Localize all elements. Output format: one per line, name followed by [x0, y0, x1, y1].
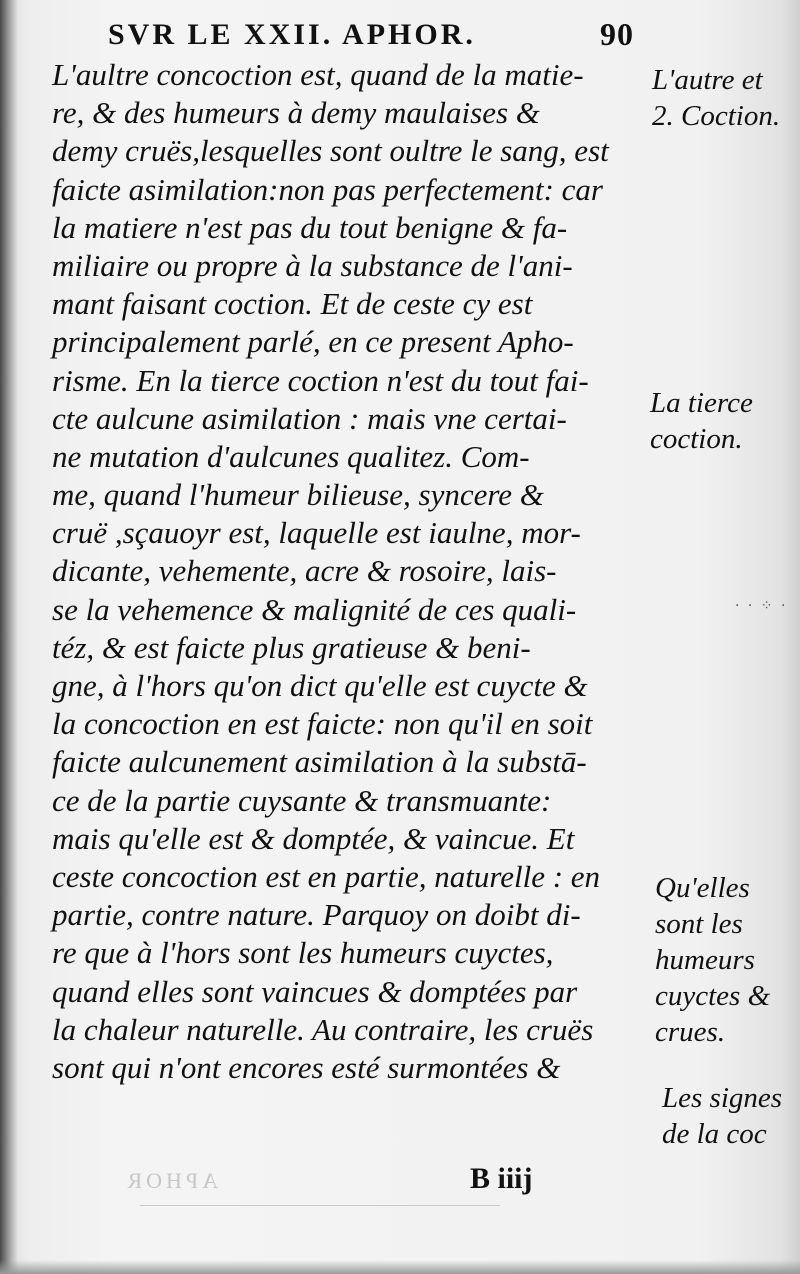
ink-speck-ornament: · · ⁘ ·: [735, 598, 788, 614]
text-line: risme. En la tierce coction n'est du tout fai-: [52, 362, 589, 398]
text-line: gne, à l'hors qu'on dict qu'elle est cuycte &: [52, 668, 588, 703]
marginal-note-third-coction: [650, 385, 753, 457]
text-line: cruë ,sçauoyr est, laquelle est iaulne, mor-: [52, 515, 581, 551]
text-line: faicte asimilation:non pas perfectement: car: [52, 171, 603, 207]
signature-mark: B iiij: [470, 1162, 533, 1195]
text-line: principalement parlé, en ce present Apho-: [52, 324, 574, 360]
text-line: la chaleur naturelle. Au contraire, les cruës: [52, 1011, 594, 1047]
text-line: dicante, vehemente, acre & rosoire, lais-: [52, 553, 557, 589]
bottom-edge-shadow: [0, 1260, 800, 1274]
text-line: quand elles sont vaincues & domptées par: [52, 973, 578, 1009]
text-line: cte aulcune asimilation : mais vne certai-: [52, 400, 567, 436]
running-title: SVR LE XXII. APHOR.: [108, 18, 476, 51]
marginal-note-line: coction.: [650, 423, 743, 455]
text-line: se la vehemence & malignité de ces quali-: [52, 591, 577, 627]
text-line: faicte aulcunement asimilation à la substā-: [52, 744, 587, 780]
text-line: mant faisant coction. Et de ceste cy est: [52, 286, 533, 322]
gutter-shadow: [0, 0, 18, 1274]
text-line: la concoction en est faicte: non qu'il en soit: [52, 706, 593, 742]
marginal-note-line: La tierce: [650, 387, 753, 419]
text-line: téz, & est faicte plus gratieuse & beni-: [52, 629, 531, 665]
text-line: demy cruës,lesquelles sont oultre le sang, est: [52, 133, 609, 169]
bottom-rule: [140, 1205, 500, 1206]
marginal-note-second-coction: [652, 62, 780, 134]
show-through-text: APHOR: [123, 1168, 218, 1193]
text-line: ce de la partie cuysante & transmuante:: [52, 782, 552, 818]
text-line: miliaire ou propre à la substance de l'ani-: [52, 247, 573, 283]
marginal-note-line: 2. Coction.: [652, 100, 781, 132]
text-line: ceste concoction est en partie, naturelle : en: [52, 858, 601, 894]
marginal-note-line: crues.: [655, 1016, 726, 1048]
marginal-note-line: humeurs: [655, 944, 755, 976]
text-line: ne mutation d'aulcunes qualitez. Com-: [52, 438, 530, 474]
main-text-block: [52, 56, 652, 1087]
marginal-note-line: Les signes: [662, 1082, 783, 1114]
text-line: re, & des humeurs à demy maulaises &: [52, 95, 540, 131]
text-line: mais qu'elle est & domptée, & vaincue. Et: [52, 820, 575, 856]
marginal-note-line: sont les: [655, 908, 743, 940]
marginal-note-line: Qu'elles: [655, 872, 750, 904]
text-line: la matiere n'est pas du tout benigne & fa-: [52, 209, 568, 245]
page-number: 90: [600, 16, 634, 52]
marginal-note-cooked-humours: [655, 870, 770, 1050]
marginal-note-line: de la coc: [662, 1118, 767, 1150]
text-line: sont qui n'ont encores esté surmontées &: [52, 1049, 561, 1085]
text-line: partie, contre nature. Parquoy on doibt di-: [52, 897, 581, 933]
text-line: L'aultre concoction est, quand de la matie-: [52, 57, 584, 92]
marginal-note-line: cuyctes &: [655, 980, 771, 1012]
running-header: [100, 14, 660, 54]
text-line: re que à l'hors sont les humeurs cuyctes,: [52, 935, 554, 971]
marginal-note-line: L'autre et: [652, 64, 763, 96]
text-line: me, quand l'humeur bilieuse, syncere &: [52, 477, 544, 513]
marginal-note-signs: [662, 1080, 782, 1152]
